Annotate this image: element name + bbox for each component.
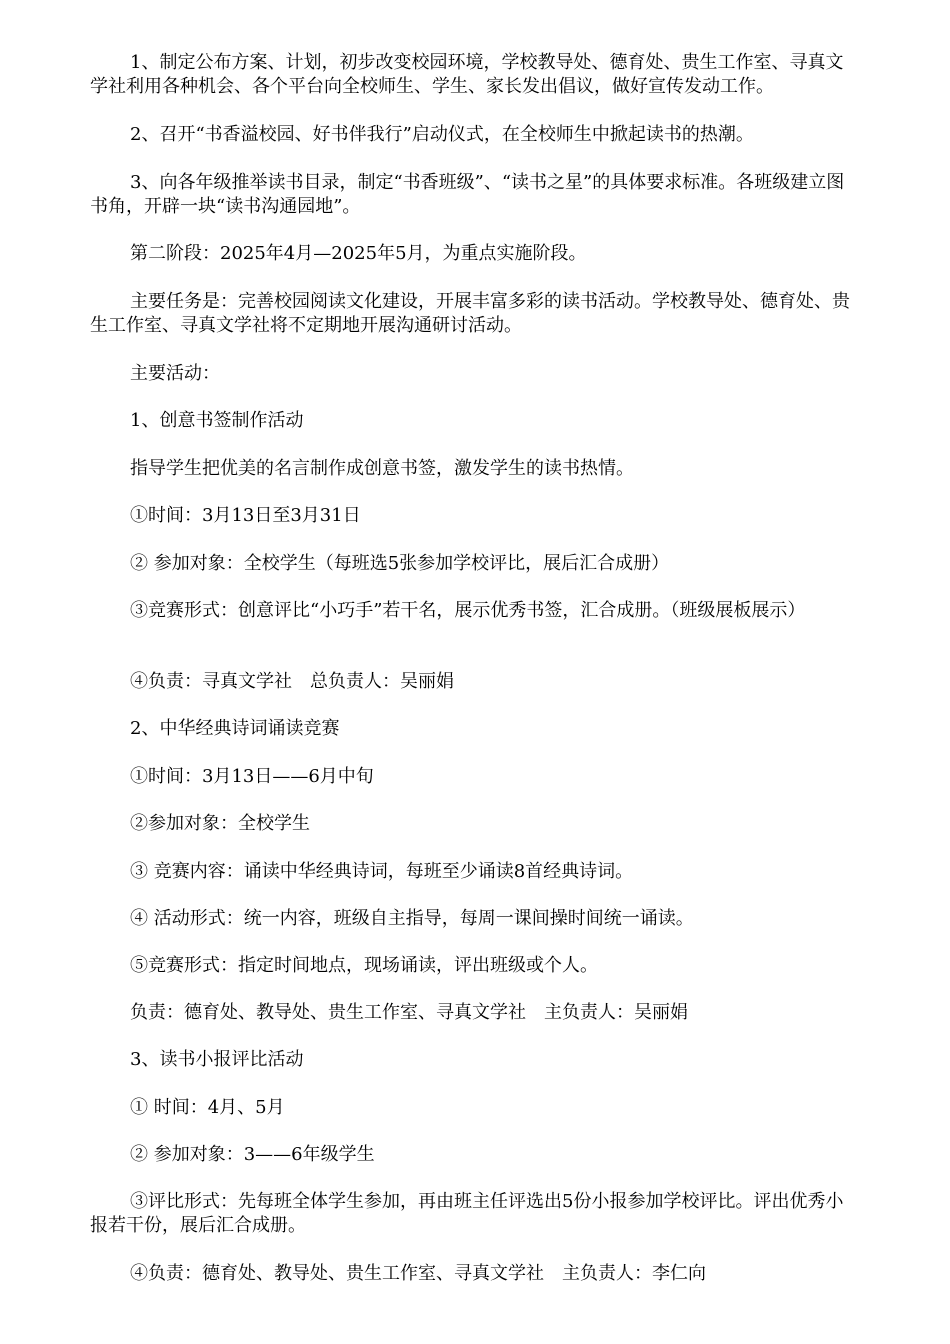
paragraph-activity3-responsible: ④负责：德育处、教导处、贵生工作室、寻真文学社 主负责人：李仁向 xyxy=(130,1263,706,1284)
paragraph-activity1-participants: ② 参加对象：全校学生（每班选5张参加学校评比，展后汇合成册） xyxy=(130,553,670,574)
paragraph-activity2-time: ①时间：3月13日——6月中旬 xyxy=(130,766,374,787)
paragraph-stage1-item2: 2、召开“书香溢校园、好书伴我行”启动仪式，在全校师生中掀起读书的热潮。 xyxy=(130,124,754,145)
paragraph-activity3-time: ① 时间：4月、5月 xyxy=(130,1097,285,1118)
paragraph-activity1-desc: 指导学生把优美的名言制作成创意书签，激发学生的读书热情。 xyxy=(130,458,634,479)
paragraph-activity3-format: ③评比形式：先每班全体学生参加，再由班主任评选出5份小报参加学校评比。评出优秀小报若干份，展后汇合成册。 xyxy=(90,1191,844,1236)
paragraph-activity2-content: ③ 竞赛内容：诵读中华经典诗词，每班至少诵读8首经典诗词。 xyxy=(130,861,634,882)
paragraph-activity2-participants: ②参加对象：全校学生 xyxy=(130,813,310,834)
paragraph-activity3-participants: ② 参加对象：3——6年级学生 xyxy=(130,1144,375,1165)
paragraph-activity2-form: ④ 活动形式：统一内容，班级自主指导，每周一课间操时间统一诵读。 xyxy=(130,908,694,929)
paragraph-main-tasks: 主要任务是：完善校园阅读文化建设，开展丰富多彩的读书活动。学校教导处、德育处、贵生工作室、寻真文学社将不定期地开展沟通研讨活动。 xyxy=(90,291,850,336)
paragraph-activity1-time: ①时间：3月13日至3月31日 xyxy=(130,505,361,526)
paragraph-activity1-format: ③竞赛形式：创意评比“小巧手”若干名，展示优秀书签，汇合成册。（班级展板展示） xyxy=(130,600,806,621)
paragraph-stage2-heading: 第二阶段：2025年4月—2025年5月，为重点实施阶段。 xyxy=(130,243,587,264)
paragraph-stage1-item3: 3、向各年级推举读书目录，制定“书香班级”、“读书之星”的具体要求标准。各班级建立图书角，开辟一块“读书沟通园地”。 xyxy=(90,172,845,217)
paragraph-activity1-responsible: ④负责：寻真文学社 总负责人：吴丽娟 xyxy=(130,671,454,692)
paragraph-stage1-item1: 1、制定公布方案、计划，初步改变校园环境，学校教导处、德育处、贵生工作室、寻真文学社利用各种机会、各个平台向全校师生、学生、家长发出倡议，做好宣传发动工作。 xyxy=(90,52,844,97)
paragraph-activity2-format: ⑤竞赛形式：指定时间地点，现场诵读，评出班级或个人。 xyxy=(130,955,598,976)
paragraph-activity2-responsible: 负责：德育处、教导处、贵生工作室、寻真文学社 主负责人：吴丽娟 xyxy=(130,1002,688,1023)
paragraph-activity2-title: 2、中华经典诗词诵读竞赛 xyxy=(130,718,340,739)
paragraph-activity3-title: 3、读书小报评比活动 xyxy=(130,1049,304,1070)
paragraph-main-activities: 主要活动： xyxy=(130,363,220,384)
paragraph-activity1-title: 1、创意书签制作活动 xyxy=(130,410,304,431)
